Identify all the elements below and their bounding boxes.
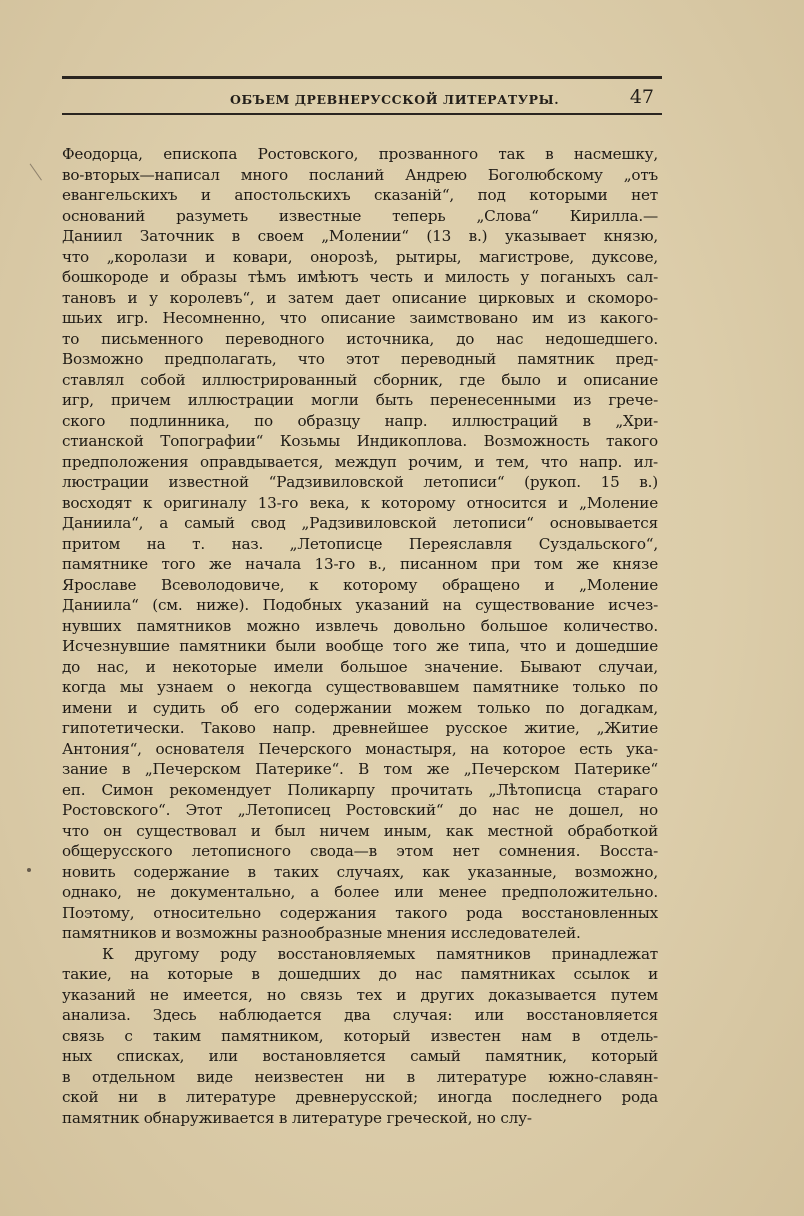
margin-pencil-mark [30,156,54,181]
text-line: притом на т. наз. „Летописце Переяславля Суздальского“, [62,534,658,553]
text-line: еп. Симон рекомендует Поликарпу прочитать „Лѣтописца стараго [62,780,658,799]
text-line: Даниила“ (см. ниже). Подобных указаний на существование исчез- [62,596,658,614]
text-line: К другому роду восстановляемых памятников принадлежат [102,944,658,963]
text-line: имени и судить об его содержании можем только по догадкам, [62,698,658,717]
text-line: связь с таким памятником, который известен нам в отдель- [62,1026,658,1045]
text-line: во-вторых—написал много посланий Андрею Боголюбскому „отъ [62,165,658,184]
text-line: ных списках, или востановляется самый памятник, который [62,1047,658,1065]
text-line: Поэтому, относительно содержания такого рода восстановленных [62,903,658,922]
body-text [62,144,658,1128]
text-line: зание в „Печерском Патерике“. В том же „Печерском Патерике“ [62,760,658,778]
text-line: Исчезнувшие памятники были вообще того же типа, что и дошедшие [62,637,658,655]
header-rule-top [62,76,662,79]
text-line: стианской Топографии“ Козьмы Индикоплова. Возможность такого [62,432,658,450]
text-line: то письменного переводного источника, до нас недошедшего. [62,329,658,348]
text-line: анализа. Здесь наблюдается два случая: или восстановляется [62,1006,658,1024]
text-line: такие, на которые в дошедших до нас памятниках ссылок и [62,965,658,983]
text-line: Ярославе Всеволодовиче, к которому обращено и „Моление [62,575,658,594]
text-line: нувших памятников можно извлечь довольно большое количество. [62,616,658,635]
text-line: ского подлинника, по образцу напр. иллюстраций в „Хри- [62,411,658,430]
text-line: ставлял собой иллюстрированный сборник, где было и описание [62,370,658,389]
text-line: памятник обнаруживается в литературе греческой, но слу- [62,1108,532,1127]
text-line: указаний не имеется, но связь тех и других доказывается путем [62,985,658,1004]
text-line: игр, причем иллюстрации могли быть перенесенными из грече- [62,391,658,409]
text-line: что он существовал и был ничем иным, как местной обработкой [62,821,658,840]
text-line: предположения оправдывается, междуп рочим, и тем, что напр. ил- [62,452,658,471]
text-line: Даниила“, а самый свод „Радзивиловской летописи“ основывается [62,514,658,532]
text-line: памятнике того же начала 13-го в., писанном при том же князе [62,555,658,573]
text-line: бошкороде и образы тѣмъ имѣютъ честь и милость у поганыхъ сал- [62,268,658,286]
text-line: однако, не документально, а более или менее предположительно. [62,883,658,901]
running-head [62,86,662,112]
margin-dot-mark [27,868,31,872]
text-line: памятников и возможны разнообразные мнения исследователей. [62,924,581,942]
page-number: 47 [629,86,654,108]
text-line: восходят к оригиналу 13-го века, к которому относится и „Моление [62,493,658,512]
text-line: люстрации известной “Радзивиловской летописи“ (рукоп. 15 в.) [62,473,658,491]
running-title: ОБЪЕМ ДРЕВНЕРУССКОЙ ЛИТЕРАТУРЫ. [230,92,560,107]
text-line: тановъ и у королевъ“, и затем дает описание цирковых и скоморо- [62,288,658,307]
text-line: Ростовского“. Этот „Летописец Ростовский“ до нас не дошел, но [62,801,658,819]
text-line: что „королази и ковари, онорозѣ, рытиры, магистрове, дуксове, [62,247,658,266]
text-line: до нас, и некоторые имели большое значение. Бывают случаи, [62,657,658,676]
text-line: оснований разуметь известные теперь „Слова“ Кирилла.— [62,206,658,225]
text-line: в отдельном виде неизвестен ни в литературе южно-славян- [62,1067,658,1086]
text-line: новить содержание в таких случаях, как указанные, возможно, [62,862,658,881]
text-line: шьих игр. Несомненно, что описание заимствовано им из какого- [62,309,658,327]
header-rule-bottom [62,113,662,115]
text-line: гипотетически. Таково напр. древнейшее русское житие, „Житие [62,719,658,737]
text-line: когда мы узнаем о некогда существовавшем памятнике только по [62,678,658,696]
text-line: Возможно предполагать, что этот переводный памятник пред- [62,350,658,368]
text-line: ской ни в литературе древнерусской; иногда последнего рода [62,1088,658,1106]
text-line: Феодорца, епископа Ростовского, прозванного так в насмешку, [62,145,658,163]
text-line: общерусского летописного свода—в этом нет сомнения. Восста- [62,842,658,860]
text-line: Антония“, основателя Печерского монастыря, на которое есть ука- [62,739,658,758]
text-line: евангельскихъ и апостольскихъ сказаній“, под которыми нет [62,186,658,204]
text-line: Даниил Заточник в своем „Молении“ (13 в.) указывает князю, [62,227,658,245]
